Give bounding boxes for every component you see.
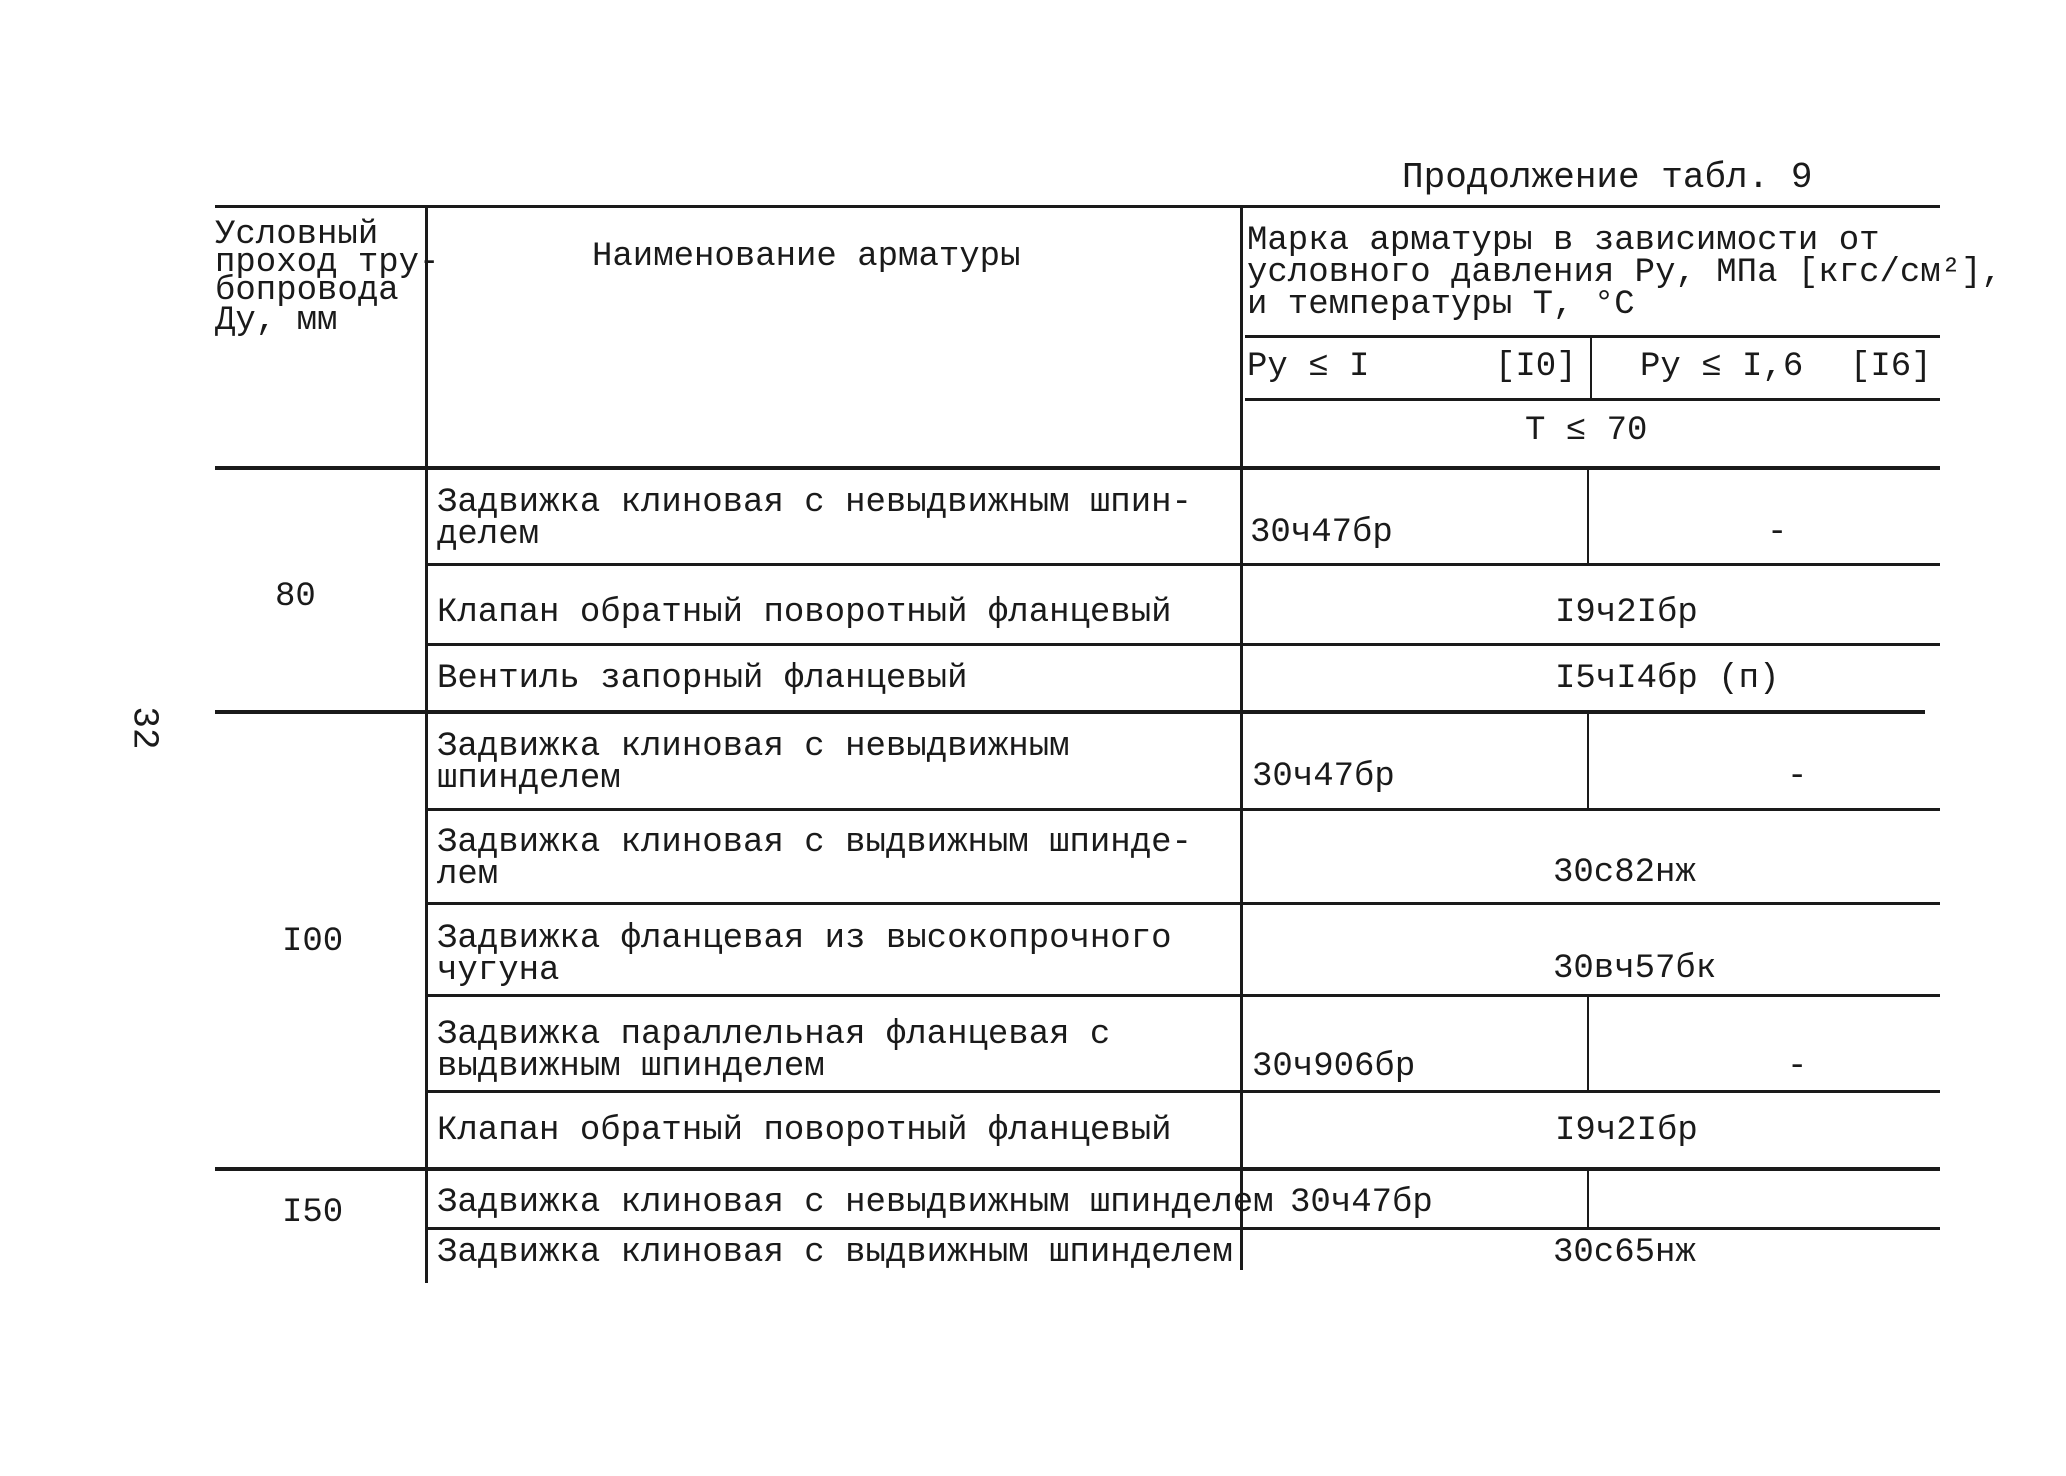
header-col3-line1: Марка арматуры в зависимости от bbox=[1247, 222, 1880, 260]
group-size-80: 80 bbox=[275, 578, 316, 616]
row-7-name-line2: выдвижным шпинделем bbox=[437, 1048, 825, 1086]
row-5-name-line1: Задвижка клиновая с выдвижным шпинде- bbox=[437, 824, 1192, 862]
row-6-name-line1: Задвижка фланцевая из высокопрочного bbox=[437, 920, 1172, 958]
row-1-mark-a: 30ч47бр bbox=[1250, 514, 1393, 552]
header-temp: Т ≤ 70 bbox=[1525, 412, 1648, 450]
header-col3b: Ру ≤ I,6 bbox=[1640, 348, 1804, 386]
row-9-mark-a: 30ч47бр bbox=[1290, 1184, 1433, 1222]
header-col2: Наименование арматуры bbox=[592, 238, 1021, 276]
page-number: 32 bbox=[123, 706, 165, 750]
row-4-mark-a: 30ч47бр bbox=[1252, 758, 1395, 796]
header-col3a-unit: [I0] bbox=[1495, 348, 1577, 386]
table-caption: Продолжение табл. 9 bbox=[1402, 157, 1813, 198]
row-4-name-line2: шпинделем bbox=[437, 760, 621, 798]
header-col1-line4: Ду, мм bbox=[215, 302, 338, 340]
row-1-name-line2: делем bbox=[437, 516, 540, 554]
row-3-name: Вентиль запорный фланцевый bbox=[437, 660, 968, 698]
row-4-name-line1: Задвижка клиновая с невыдвижным bbox=[437, 728, 1070, 766]
row-4-mark-b: - bbox=[1787, 758, 1808, 796]
header-col1-line3: бопровода bbox=[215, 272, 399, 310]
row-1-mark-b: - bbox=[1767, 514, 1788, 552]
group-size-150: I50 bbox=[282, 1194, 344, 1232]
row-10-name: Задвижка клиновая с выдвижным шпинделем bbox=[437, 1234, 1233, 1272]
row-2-name: Клапан обратный поворотный фланцевый bbox=[437, 594, 1172, 632]
row-7-mark-a: 30ч906бр bbox=[1252, 1048, 1416, 1086]
row-7-mark-b: - bbox=[1787, 1048, 1808, 1086]
row-7-name-line1: Задвижка параллельная фланцевая с bbox=[437, 1016, 1111, 1054]
row-6-name-line2: чугуна bbox=[437, 952, 560, 990]
row-8-name: Клапан обратный поворотный фланцевый bbox=[437, 1112, 1172, 1150]
row-6-mark: 30вч57бк bbox=[1553, 950, 1717, 988]
header-col3a: Ру ≤ I bbox=[1247, 348, 1370, 386]
row-3-mark: I5чI4бр (п) bbox=[1555, 660, 1780, 698]
row-5-mark: 30с82нж bbox=[1553, 854, 1696, 892]
row-10-mark: 30с65нж bbox=[1553, 1234, 1696, 1272]
header-col3-line2: условного давления Ру, МПа [кгс/см²], bbox=[1247, 254, 2002, 292]
header-col1-line2: проход тру- bbox=[215, 244, 440, 282]
group-size-100: I00 bbox=[282, 923, 344, 961]
header-col3b-unit: [I6] bbox=[1850, 348, 1932, 386]
row-1-name-line1: Задвижка клиновая с невыдвижным шпин- bbox=[437, 484, 1192, 522]
row-2-mark: I9ч2Iбр bbox=[1555, 594, 1698, 632]
header-col3-line3: и температуры Т, °С bbox=[1247, 286, 1635, 324]
row-9-name: Задвижка клиновая с невыдвижным шпинделем bbox=[437, 1184, 1274, 1222]
header-col1-line1: Условный bbox=[215, 216, 379, 254]
row-8-mark: I9ч2Iбр bbox=[1555, 1112, 1698, 1150]
row-5-name-line2: лем bbox=[437, 856, 499, 894]
